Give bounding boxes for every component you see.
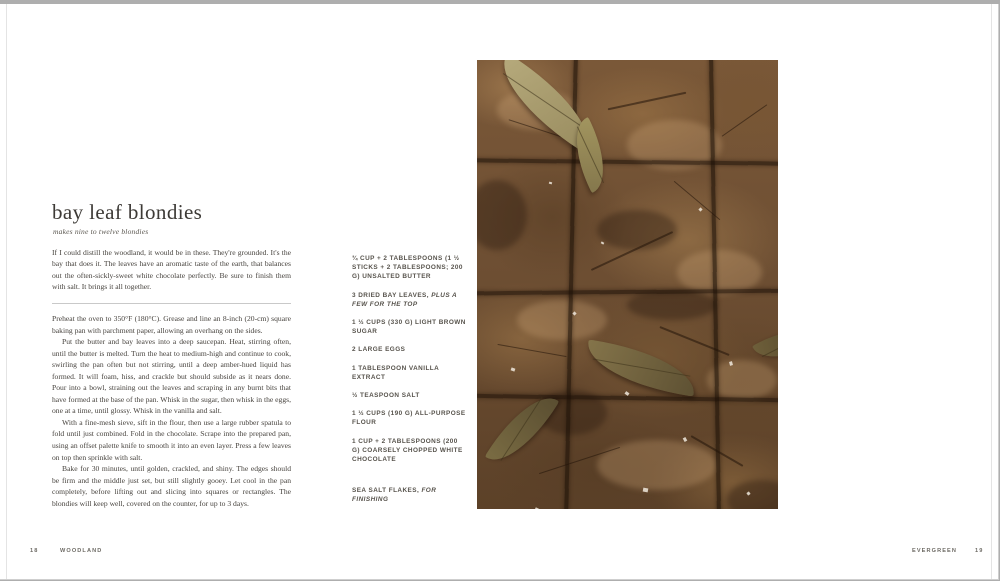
photo-dark-patch [477, 180, 527, 250]
salt-flake [698, 207, 702, 211]
chapter-label-right: EVERGREEN [912, 548, 958, 554]
salt-flake [549, 182, 552, 185]
photo-dark-patch [627, 290, 717, 320]
photo-dark-patch [727, 480, 778, 509]
recipe-title: bay leaf blondies [52, 200, 203, 224]
ingredient-segment: SEA SALT FLAKES, [352, 487, 422, 495]
salt-flake [511, 367, 516, 371]
method-paragraph: Preheat the oven to 350°F (180°C). Grease and line an 8-inch (20-cm) square baking pan with parchment paper, allowing an overhang on the sides. [52, 314, 291, 335]
bay-leaf-center [583, 339, 700, 396]
salt-flake [683, 437, 688, 442]
recipe-yield: makes nine to twelve blondies [53, 227, 149, 236]
photo-dark-patch [597, 210, 677, 250]
ingredient-list [352, 254, 466, 514]
ingredient-item [352, 437, 466, 465]
method-paragraph: With a fine-mesh sieve, sift in the flour, then use a large rubber spatula to fold until just combined. Fold in the chocolate. Scrape into the prepared pan, using an offset palette knife to smooth it into an even layer. Press a few leaves on top then sprinkle with salt. [52, 417, 291, 462]
photo-crack [497, 344, 566, 357]
page-edge-line-left [6, 4, 7, 579]
page-edge-line-right [991, 4, 992, 579]
ingredient-segment: 1 ½ CUPS (330 G) LIGHT BROWN SUGAR [352, 319, 466, 336]
chapter-label-left: WOODLAND [60, 548, 103, 554]
method-paragraph: Put the butter and bay leaves into a deep saucepan. Heat, stirring often, until the butter is melted. Turn the heat to medium-high and continue to cook, swirling the pan often but not stirring, until a deep amber-hued liquid has formed. It will foam, hiss, and crackle but should subside as it nears done. Pour into a bowl, straining out the leaves and scraping in any burnt bits that have formed at the base of the pan. Whisk in the sugar, then whisk in the eggs, one at a time, until glossy. Whisk in the vanilla and salt. [52, 337, 291, 416]
photo-crack [608, 92, 687, 111]
book-spread-page [0, 4, 999, 580]
photo-cut-line-horizontal [477, 289, 778, 296]
recipe-headnote: If I could distill the woodland, it would be in these. They're grounded. It's the bay that does it. The leaves have an aromatic taste of the earth, that balances out the often-sickly-sweet white chocolate perfectly. Be sure to finish them with salt. It brings it all together. [52, 248, 291, 292]
ingredient-segment: ¾ CUP + 2 TABLESPOONS (1 ½ STICKS + 2 TABLESPOONS; 200 G) UNSALTED BUTTER [352, 255, 463, 281]
ingredient-item [352, 291, 466, 309]
salt-flake [643, 488, 649, 493]
ingredient-segment: 1 ½ CUPS (190 G) ALL-PURPOSE FLOUR [352, 410, 466, 427]
recipe-method [52, 313, 291, 509]
method-paragraph: Bake for 30 minutes, until golden, crackled, and shiny. The edges should be firm and the middle just set, but still slightly gooey. Let cool in the pan completely, before lifting out and slicing into squares or rectangles. The blondies will keep well, covered on the counter, for up to 3 days. [52, 464, 291, 508]
bay-leaf-top-left-second [561, 117, 619, 193]
ingredient-item [352, 254, 466, 282]
ingredient-segment: FOR FINISHING [352, 487, 437, 504]
ingredient-segment: ½ TEASPOON SALT [352, 392, 420, 400]
photo-cut-line-horizontal [477, 158, 778, 165]
ingredient-item [352, 486, 466, 504]
ingredient-item [352, 345, 466, 354]
ingredient-segment: 3 DRIED BAY LEAVES, [352, 291, 432, 299]
ingredient-item [352, 318, 466, 336]
salt-flake [601, 241, 605, 244]
ingredient-item [352, 391, 466, 400]
ingredient-segment: 1 CUP + 2 TABLESPOONS (200 G) COARSELY CHOPPED WHITE CHOCOLATE [352, 437, 463, 464]
ingredient-segment: 2 LARGE EGGS [352, 346, 406, 354]
ingredient-segment: 1 TABLESPOON VANILLA EXTRACT [352, 364, 439, 381]
ingredient-item [352, 364, 466, 382]
ingredient-segment: PLUS A FEW FOR THE TOP [352, 291, 457, 308]
page-number-right: 19 [975, 548, 984, 554]
photo-crack [722, 104, 768, 136]
salt-flake [729, 361, 733, 366]
salt-flake [535, 507, 540, 509]
blondies-photo [477, 60, 778, 509]
section-divider-rule [52, 303, 291, 304]
page-number-left: 18 [30, 548, 39, 554]
photo-shine-patch [517, 300, 607, 340]
ingredient-item [352, 409, 466, 427]
